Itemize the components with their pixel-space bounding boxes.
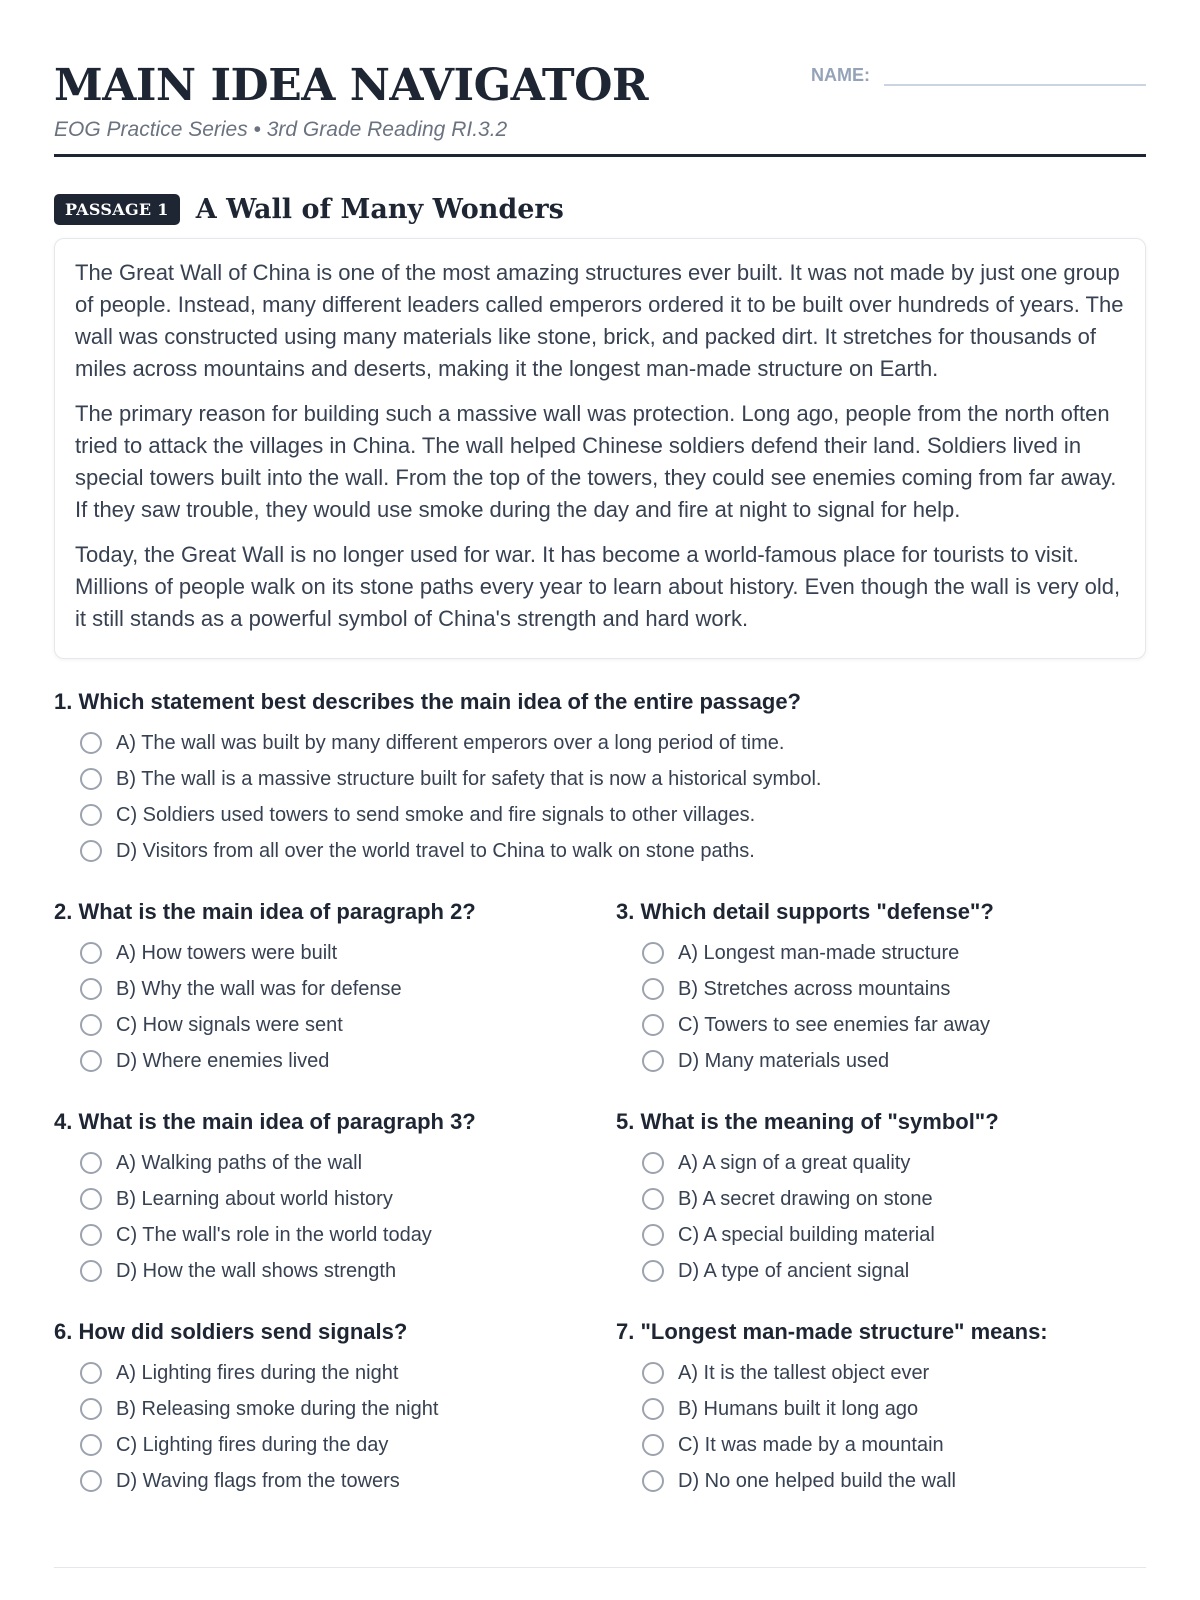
option-label: D) No one helped build the wall — [678, 1469, 956, 1492]
option-label: C) A special building material — [678, 1223, 935, 1246]
question-5-option-d[interactable] — [642, 1253, 1146, 1289]
radio-button[interactable] — [642, 942, 664, 964]
question-1-option-c[interactable] — [80, 797, 1146, 833]
question-7-text: 7. "Longest man-made structure" means: — [616, 1319, 1048, 1344]
radio-button[interactable] — [642, 1188, 664, 1210]
question-1-text: 1. Which statement best describes the main idea of the entire passage? — [54, 689, 801, 714]
question-7-option-b[interactable] — [642, 1391, 1146, 1427]
option-label: C) Soldiers used towers to send smoke and fire signals to other villages. — [116, 803, 756, 826]
question-7-option-c[interactable] — [642, 1427, 1146, 1463]
option-label: C) How signals were sent — [116, 1013, 343, 1036]
radio-button[interactable] — [642, 1224, 664, 1246]
question-2-text: 2. What is the main idea of paragraph 2? — [54, 899, 476, 924]
passage-title: A Wall of Many Wonders — [195, 193, 564, 225]
question-5 — [616, 1107, 1146, 1289]
question-3 — [616, 897, 1146, 1079]
radio-button[interactable] — [80, 804, 102, 826]
option-label: D) Visitors from all over the world travel to China to walk on stone paths. — [116, 839, 755, 862]
question-4 — [54, 1107, 616, 1289]
passage-box — [54, 238, 1146, 659]
option-label: A) A sign of a great quality — [678, 1151, 911, 1174]
question-5-option-c[interactable] — [642, 1217, 1146, 1253]
question-3-options — [616, 935, 1146, 1079]
radio-button[interactable] — [642, 1260, 664, 1282]
option-label: B) A secret drawing on stone — [678, 1187, 933, 1210]
questions-grid — [54, 897, 1146, 1499]
radio-button[interactable] — [642, 1470, 664, 1492]
radio-button[interactable] — [80, 768, 102, 790]
question-1 — [54, 687, 1146, 869]
footer-divider — [54, 1567, 1146, 1568]
question-6-option-b[interactable] — [80, 1391, 616, 1427]
question-6-text: 6. How did soldiers send signals? — [54, 1319, 408, 1344]
option-label: B) Releasing smoke during the night — [116, 1397, 439, 1420]
question-6-options — [54, 1355, 616, 1499]
radio-button[interactable] — [642, 978, 664, 1000]
radio-button[interactable] — [80, 1470, 102, 1492]
passage-paragraph-2: The primary reason for building such a massive wall was protection. Long ago, people from the north often tried to attack the villages in China. The wall helped Chinese soldiers defend their land. Soldiers lived in special towers built into the wall. From the top of the towers, they could see enemies coming from far away. If they saw trouble, they would use smoke during the day and fire at night to signal for help. — [75, 401, 1117, 522]
passage-badge: PASSAGE 1 — [54, 194, 180, 225]
question-2-option-d[interactable] — [80, 1043, 616, 1079]
question-5-text: 5. What is the meaning of "symbol"? — [616, 1109, 999, 1134]
option-label: B) Stretches across mountains — [678, 977, 951, 1000]
radio-button[interactable] — [80, 1398, 102, 1420]
question-1-option-d[interactable] — [80, 833, 1146, 869]
option-label: A) Walking paths of the wall — [116, 1151, 363, 1174]
option-label: A) How towers were built — [116, 941, 338, 964]
option-label: D) Many materials used — [678, 1049, 890, 1072]
option-label: B) Why the wall was for defense — [116, 977, 402, 1000]
option-label: C) Lighting fires during the day — [116, 1433, 389, 1456]
worksheet-header — [54, 50, 1146, 157]
name-block — [811, 60, 1146, 86]
radio-button[interactable] — [80, 1362, 102, 1384]
option-label: D) Waving flags from the towers — [116, 1469, 400, 1492]
question-1-option-b[interactable] — [80, 761, 1146, 797]
radio-button[interactable] — [642, 1398, 664, 1420]
radio-button[interactable] — [642, 1152, 664, 1174]
radio-button[interactable] — [80, 1188, 102, 1210]
question-4-text: 4. What is the main idea of paragraph 3? — [54, 1109, 476, 1134]
radio-button[interactable] — [80, 1050, 102, 1072]
question-1-option-a[interactable] — [80, 725, 1146, 761]
question-4-option-d[interactable] — [80, 1253, 616, 1289]
question-1-options — [54, 725, 1146, 869]
radio-button[interactable] — [80, 978, 102, 1000]
option-label: D) A type of ancient signal — [678, 1259, 910, 1282]
question-7 — [616, 1317, 1146, 1499]
option-label: B) Learning about world history — [116, 1187, 393, 1210]
option-label: A) The wall was built by many different emperors over a long period of time. — [116, 731, 785, 754]
question-4-option-a[interactable] — [80, 1145, 616, 1181]
question-6-option-c[interactable] — [80, 1427, 616, 1463]
question-6 — [54, 1317, 616, 1499]
question-4-options — [54, 1145, 616, 1289]
question-7-options — [616, 1355, 1146, 1499]
question-7-option-d[interactable] — [642, 1463, 1146, 1499]
question-4-option-c[interactable] — [80, 1217, 616, 1253]
page-title: MAIN IDEA NAVIGATOR — [54, 60, 649, 111]
question-3-option-c[interactable] — [642, 1007, 1146, 1043]
radio-button[interactable] — [642, 1362, 664, 1384]
radio-button[interactable] — [80, 1014, 102, 1036]
radio-button[interactable] — [80, 1434, 102, 1456]
question-2 — [54, 897, 616, 1079]
question-3-text: 3. Which detail supports "defense"? — [616, 899, 994, 924]
option-label: C) The wall's role in the world today — [116, 1223, 432, 1246]
question-2-option-b[interactable] — [80, 971, 616, 1007]
option-label: D) Where enemies lived — [116, 1049, 330, 1072]
question-3-option-a[interactable] — [642, 935, 1146, 971]
question-5-options — [616, 1145, 1146, 1289]
question-2-options — [54, 935, 616, 1079]
radio-button[interactable] — [80, 840, 102, 862]
passage-heading — [54, 190, 1146, 228]
question-2-option-a[interactable] — [80, 935, 616, 971]
radio-button[interactable] — [642, 1014, 664, 1036]
option-label: C) It was made by a mountain — [678, 1433, 944, 1456]
question-6-option-d[interactable] — [80, 1463, 616, 1499]
question-3-option-d[interactable] — [642, 1043, 1146, 1079]
radio-button[interactable] — [642, 1050, 664, 1072]
radio-button[interactable] — [80, 942, 102, 964]
radio-button[interactable] — [80, 732, 102, 754]
name-field[interactable] — [884, 60, 1146, 86]
question-2-option-c[interactable] — [80, 1007, 616, 1043]
passage-paragraph-1: The Great Wall of China is one of the most amazing structures ever built. It was not made by just one group of people. Instead, many different leaders called emperors ordered it to be built over hundreds of years. The wall was constructed using many materials like stone, brick, and packed dirt. It stretches for thousands of miles across mountains and deserts, making it the longest man-made structure on Earth. — [75, 260, 1124, 381]
passage-paragraph-3: Today, the Great Wall is no longer used for war. It has become a world-famous place for tourists to visit. Millions of people walk on its stone paths every year to learn about history. Even though the wall is very old, it still stands as a powerful symbol of China's strength and hard work. — [75, 542, 1121, 631]
option-label: D) How the wall shows strength — [116, 1259, 397, 1282]
option-label: A) Longest man-made structure — [678, 941, 960, 964]
option-label: B) The wall is a massive structure built for safety that is now a historical symbol. — [116, 767, 822, 790]
page-subtitle: EOG Practice Series • 3rd Grade Reading RI.3.2 — [54, 118, 508, 141]
radio-button[interactable] — [80, 1260, 102, 1282]
question-4-option-b[interactable] — [80, 1181, 616, 1217]
name-label: NAME: — [811, 65, 870, 85]
question-7-option-a[interactable] — [642, 1355, 1146, 1391]
question-6-option-a[interactable] — [80, 1355, 616, 1391]
radio-button[interactable] — [642, 1434, 664, 1456]
radio-button[interactable] — [80, 1152, 102, 1174]
question-3-option-b[interactable] — [642, 971, 1146, 1007]
radio-button[interactable] — [80, 1224, 102, 1246]
option-label: A) It is the tallest object ever — [678, 1361, 930, 1384]
option-label: C) Towers to see enemies far away — [678, 1013, 990, 1036]
question-5-option-a[interactable] — [642, 1145, 1146, 1181]
option-label: B) Humans built it long ago — [678, 1397, 919, 1420]
question-5-option-b[interactable] — [642, 1181, 1146, 1217]
option-label: A) Lighting fires during the night — [116, 1361, 399, 1384]
